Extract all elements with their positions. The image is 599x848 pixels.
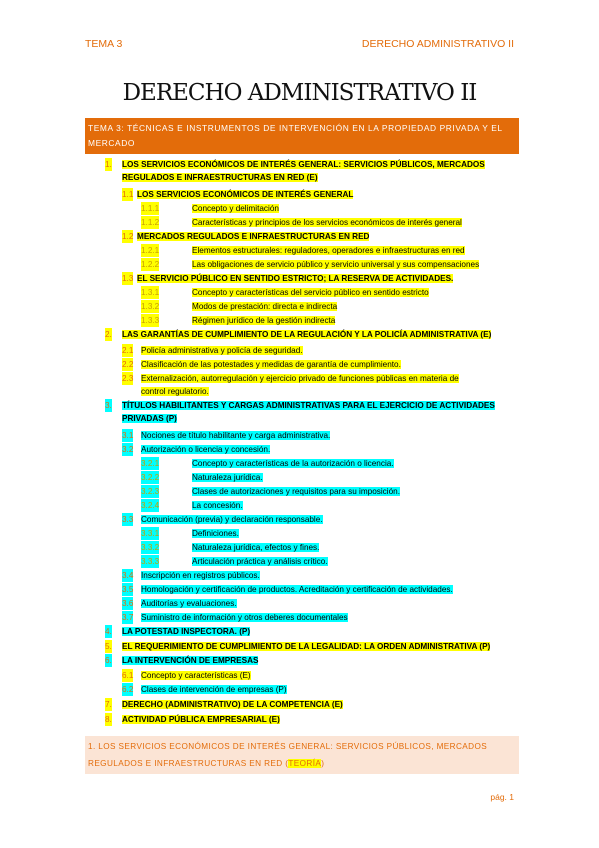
toc-entry-text: Suministro de información y otros deberes documentales [141, 613, 348, 622]
toc-entry-text: Régimen jurídico de la gestión indirecta [192, 316, 336, 325]
toc-number: 4. [105, 627, 112, 636]
page-number: pág. 1 [490, 792, 514, 802]
toc-entry[interactable] [141, 429, 330, 442]
toc-number: 3. [105, 401, 112, 410]
section-heading-end: ) [321, 759, 325, 768]
document-title: DERECHO ADMINISTRATIVO II [122, 80, 477, 106]
toc-number: 1.3.2 [141, 302, 160, 311]
toc-entry[interactable] [141, 597, 237, 610]
toc-entry-text: Naturaleza jurídica. [192, 473, 263, 482]
toc-entry[interactable] [122, 698, 343, 711]
toc-entry-text: Concepto y características del servicio público en sentido estricto [192, 288, 429, 297]
toc-entry[interactable] [192, 471, 263, 484]
toc-entry-text: Clases de intervención de empresas (P) [141, 685, 287, 694]
toc-number: 2.1 [122, 346, 134, 355]
toc-number: 6.1 [122, 671, 134, 680]
toc-entry[interactable] [192, 300, 337, 313]
toc-number: 6. [105, 656, 112, 665]
toc-number: 3.2.4 [141, 501, 160, 510]
toc-entry[interactable] [192, 555, 328, 568]
toc-entry-text: Las obligaciones de servicio público y servicio universal y sus compensaciones [192, 260, 480, 269]
theory-highlight: TEORÍA [288, 759, 322, 768]
toc-number: 6.2 [122, 685, 134, 694]
toc-number: 1.1 [122, 190, 134, 199]
toc-entry-text: Articulación práctica y análisis crítico. [192, 557, 328, 566]
toc-entry-text: LOS SERVICIOS ECONÓMICOS DE INTERÉS GENERAL [137, 190, 354, 199]
toc-entry[interactable] [137, 230, 369, 243]
toc-number: 3.2.2 [141, 473, 160, 482]
toc-entry[interactable] [141, 583, 453, 596]
toc-entry-text: Elementos estructurales: reguladores, operadores e infraestructuras en red [192, 246, 465, 255]
toc-number: 3.5 [122, 585, 134, 594]
toc-entry-text: Comunicación (previa) y declaración responsable. [141, 515, 323, 524]
toc-number: 3.2.1 [141, 459, 160, 468]
toc-entry[interactable] [122, 654, 258, 667]
toc-entry-text: EL SERVICIO PÚBLICO EN SENTIDO ESTRICTO; LA RESERVA DE ACTIVIDADES. [137, 274, 454, 283]
toc-number: 3.2 [122, 445, 134, 454]
toc-entry-text: Inscripción en registros públicos. [141, 571, 260, 580]
toc-number: 3.3.1 [141, 529, 160, 538]
toc-number: 7. [105, 700, 112, 709]
toc-number: 3.3.2 [141, 543, 160, 552]
toc-number: 1.3 [122, 274, 134, 283]
toc-entry[interactable] [192, 314, 335, 327]
toc-entry[interactable] [122, 713, 280, 726]
toc-entry-text: Naturaleza jurídica, efectos y fines. [192, 543, 320, 552]
toc-number: 2.3 [122, 374, 134, 383]
toc-number: 1.3.3 [141, 316, 160, 325]
toc-entry-text: LOS SERVICIOS ECONÓMICOS DE INTERÉS GENERAL: SERVICIOS PÚBLICOS, MERCADOS [122, 160, 485, 169]
toc-entry-text: Concepto y características de la autorización o licencia. [192, 459, 394, 468]
toc-entry-text-continued: PRIVADAS (P) [122, 414, 177, 423]
toc-entry[interactable] [192, 485, 400, 498]
toc-entry-text: Homologación y certificación de productos. Acreditación y certificación de actividades. [141, 585, 453, 594]
toc-entry[interactable] [141, 569, 260, 582]
toc-entry[interactable] [141, 344, 303, 357]
toc-entry[interactable] [122, 399, 519, 425]
toc-entry-text: TÍTULOS HABILITANTES Y CARGAS ADMINISTRATIVAS PARA EL EJERCICIO DE ACTIVIDADES [122, 401, 495, 410]
toc-entry[interactable] [141, 683, 287, 696]
toc-number: 1. [105, 160, 112, 169]
toc-number: 1.1.1 [141, 204, 160, 213]
toc-entry[interactable] [141, 358, 401, 371]
toc-number: 3.3 [122, 515, 134, 524]
toc-number: 3.3.3 [141, 557, 160, 566]
toc-number: 3.7 [122, 613, 134, 622]
toc-entry[interactable] [192, 286, 429, 299]
toc-entry-text: EL REQUERIMIENTO DE CUMPLIMIENTO DE LA LEGALIDAD: LA ORDEN ADMINISTRATIVA (P) [122, 642, 491, 651]
toc-entry-text: Características y principios de los servicios económicos de interés general [192, 218, 462, 227]
toc-entry[interactable] [192, 202, 279, 215]
section-heading-text: 1. LOS SERVICIOS ECONÓMICOS DE INTERÉS GENERAL: SERVICIOS PÚBLICOS, MERCADOS REGULADOS E INFRAESTRUCTURAS EN RED ( [88, 742, 488, 768]
toc-entry-text: MERCADOS REGULADOS E INFRAESTRUCTURAS EN RED [137, 232, 370, 241]
toc-entry-text-continued: REGULADOS E INFRAESTRUCTURAS EN RED (E) [122, 173, 318, 182]
toc-number: 2.2 [122, 360, 134, 369]
toc-entry-text: Concepto y delimitación [192, 204, 279, 213]
toc-entry[interactable] [122, 328, 491, 341]
toc-number: 1.1.2 [141, 218, 160, 227]
toc-entry[interactable] [192, 216, 462, 229]
toc-entry-text: Policía administrativa y policía de seguridad. [141, 346, 303, 355]
toc-number: 8. [105, 715, 112, 724]
toc-entry[interactable] [141, 611, 348, 624]
header-right: DERECHO ADMINISTRATIVO II [361, 38, 514, 50]
toc-entry-text: La concesión. [192, 501, 243, 510]
toc-number: 3.2.3 [141, 487, 160, 496]
toc-entry-text: LA POTESTAD INSPECTORA. (P) [122, 627, 251, 636]
toc-entry-text-continued: control regulatorio. [141, 387, 209, 396]
toc-entry[interactable] [192, 244, 465, 257]
toc-number: 1.2.2 [141, 260, 160, 269]
toc-number: 2. [105, 330, 112, 339]
toc-entry-text: Auditorías y evaluaciones. [141, 599, 237, 608]
header-left: TEMA 3 [85, 38, 123, 50]
toc-entry[interactable] [192, 457, 394, 470]
toc-entry-text: DERECHO (ADMINISTRATIVO) DE LA COMPETENCIA (E) [122, 700, 343, 709]
toc-number: 5. [105, 642, 112, 651]
toc-entry[interactable] [141, 669, 251, 682]
topic-box: TEMA 3: TÉCNICAS E INSTRUMENTOS DE INTERVENCIÓN EN LA PROPIEDAD PRIVADA Y EL MERCADO [85, 118, 519, 154]
toc-entry-text: Externalización, autorregulación y ejercicio privado de funciones públicas en materia de [141, 374, 459, 383]
toc-entry[interactable] [122, 158, 519, 184]
toc-entry-text: Autorización o licencia y concesión. [141, 445, 271, 454]
toc-entry[interactable] [141, 372, 459, 398]
toc-entry-text: Definiciones. [192, 529, 239, 538]
toc-entry-text: LA INTERVENCIÓN DE EMPRESAS [122, 656, 259, 665]
toc-entry[interactable] [192, 258, 479, 271]
toc-number: 3.4 [122, 571, 134, 580]
toc-entry[interactable] [122, 640, 490, 653]
toc-number: 3.6 [122, 599, 134, 608]
toc-entry-text: Nociones de título habilitante y carga administrativa. [141, 431, 331, 440]
toc-number: 1.3.1 [141, 288, 160, 297]
toc-entry-text: ACTIVIDAD PÚBLICA EMPRESARIAL (E) [122, 715, 280, 724]
toc-number: 3.1 [122, 431, 134, 440]
toc-entry[interactable] [137, 188, 353, 201]
toc-number: 1.2 [122, 232, 134, 241]
toc-entry-text: Modos de prestación: directa e indirecta [192, 302, 338, 311]
toc-entry[interactable] [141, 443, 270, 456]
section-heading-box [85, 736, 519, 774]
toc-entry[interactable] [141, 513, 323, 526]
toc-entry[interactable] [192, 527, 239, 540]
toc-entry[interactable] [192, 499, 243, 512]
toc-number: 1.2.1 [141, 246, 160, 255]
toc-entry-text: Clasificación de las potestades y medidas de garantía de cumplimiento. [141, 360, 401, 369]
toc-entry[interactable] [192, 541, 319, 554]
toc-entry[interactable] [122, 625, 250, 638]
toc-entry-text: Clases de autorizaciones y requisitos para su imposición. [192, 487, 400, 496]
toc-entry-text: LAS GARANTÍAS DE CUMPLIMIENTO DE LA REGULACIÓN Y LA POLICÍA ADMINISTRATIVA (E) [122, 330, 492, 339]
toc-entry[interactable] [137, 272, 453, 285]
toc-entry-text: Concepto y características (E) [141, 671, 251, 680]
